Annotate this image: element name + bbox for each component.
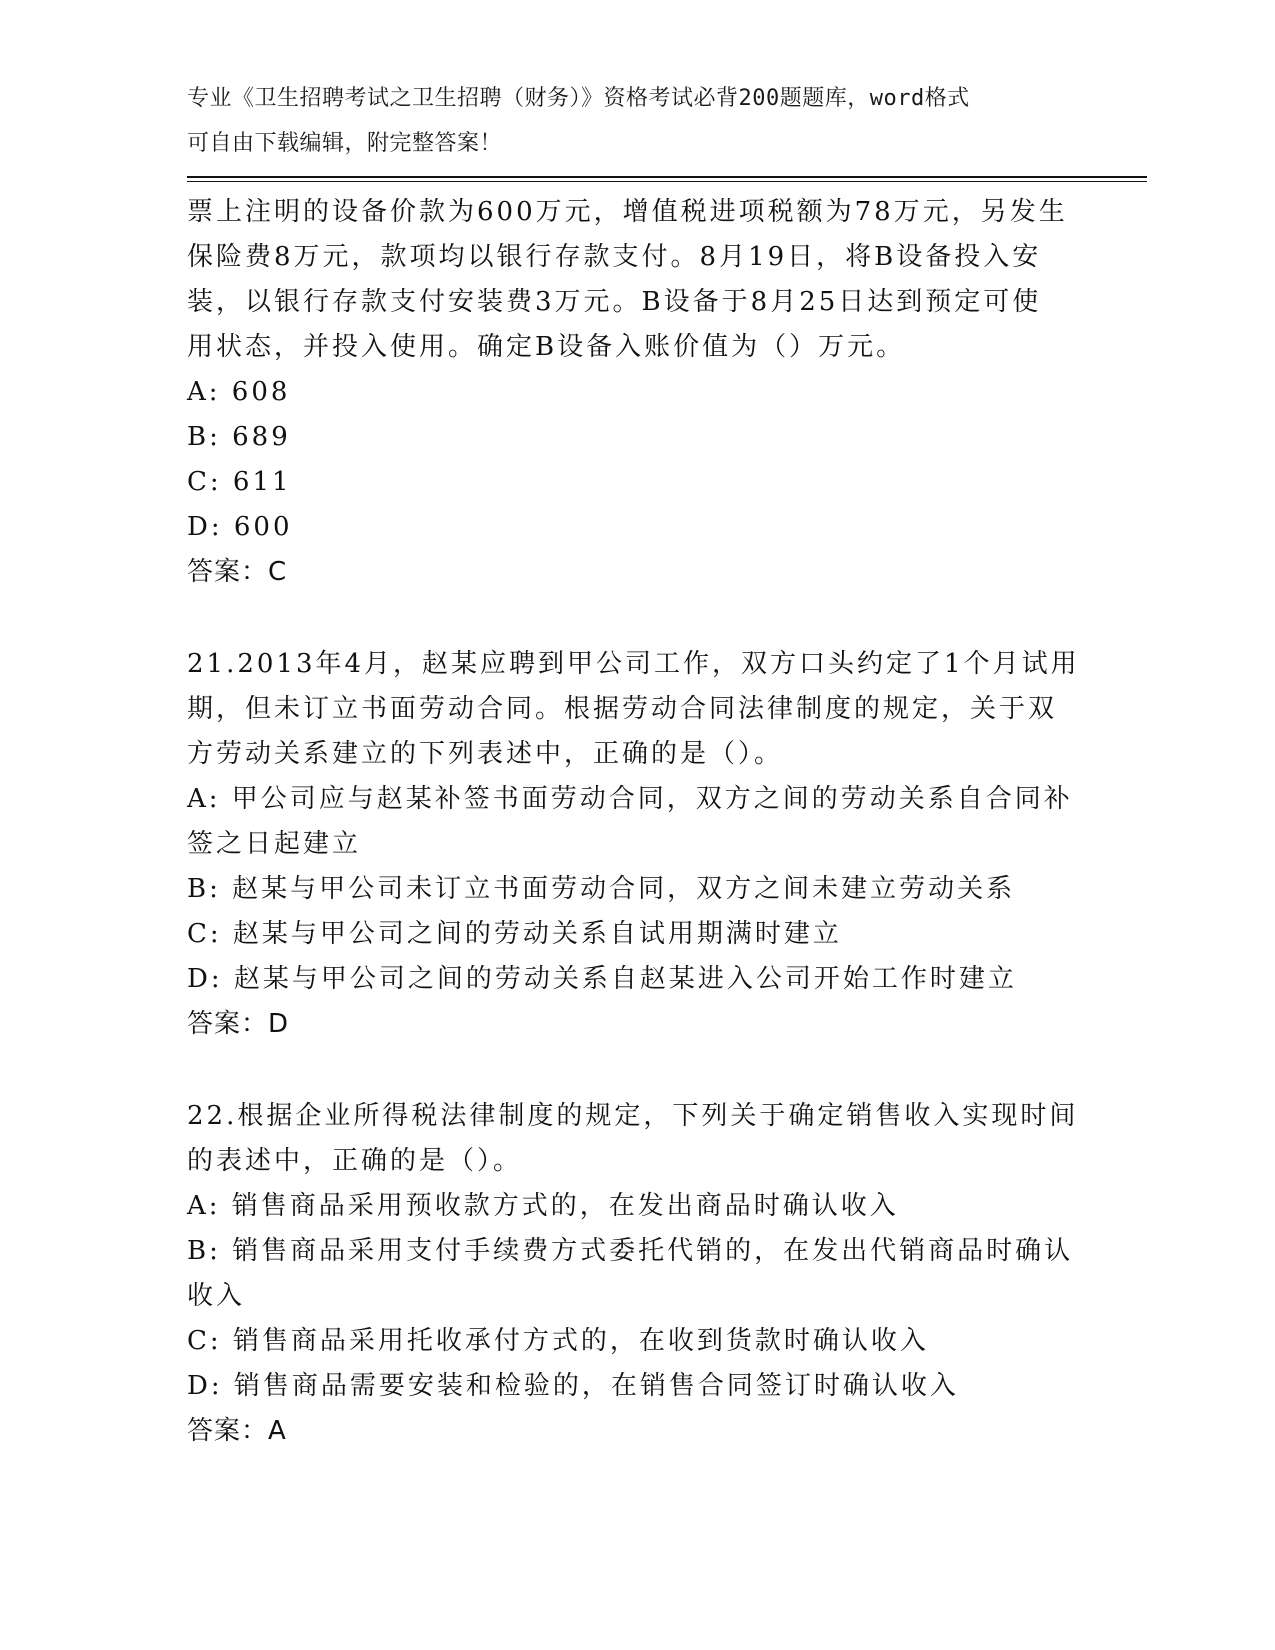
header-rule-thin	[187, 181, 1147, 182]
answer-line: 答案：A	[187, 1416, 287, 1446]
question-stem-line: 票上注明的设备价款为600万元，增值税进项税额为78万元，另发生	[187, 197, 1068, 227]
question-stem-line: 装，以银行存款支付安装费3万元。B设备于8月25日达到预定可使	[187, 287, 1042, 317]
document-header	[187, 76, 1087, 166]
question-stem-line: 22.根据企业所得税法律制度的规定，下列关于确定销售收入实现时间	[187, 1101, 1079, 1131]
question-stem-line: 的表述中，正确的是（）。	[187, 1146, 523, 1176]
option-c: C: 赵某与甲公司之间的劳动关系自试用期满时建立	[187, 919, 842, 949]
question-21	[187, 642, 1087, 1047]
question-22	[187, 1094, 1087, 1454]
spacer	[187, 595, 1087, 642]
option-d: D: 销售商品需要安装和检验的，在销售合同签订时确认收入	[187, 1371, 959, 1401]
header-line-2: 可自由下载编辑，附完整答案！	[187, 131, 503, 156]
option-a: A: 甲公司应与赵某补签书面劳动合同，双方之间的劳动关系自合同补	[187, 784, 1073, 814]
option-b: B: 689	[187, 422, 291, 452]
question-content	[187, 190, 1087, 1454]
answer-line: 答案：C	[187, 557, 288, 587]
question-20	[187, 190, 1087, 595]
question-stem-line: 21.2013年4月，赵某应聘到甲公司工作，双方口头约定了1个月试用	[187, 649, 1080, 679]
option-a: A: 销售商品采用预收款方式的，在发出商品时确认收入	[187, 1191, 899, 1221]
question-stem-line: 保险费8万元，款项均以银行存款支付。8月19日，将B设备投入安	[187, 242, 1042, 272]
question-stem-line: 用状态，并投入使用。确定B设备入账价值为（）万元。	[187, 332, 906, 362]
header-rule-thick	[187, 176, 1147, 178]
spacer	[187, 1047, 1087, 1094]
question-stem-line: 方劳动关系建立的下列表述中，正确的是（）。	[187, 739, 784, 769]
answer-line: 答案：D	[187, 1009, 290, 1039]
option-d: D: 600	[187, 512, 293, 542]
option-a: A: 608	[187, 377, 291, 407]
option-c: C: 611	[187, 467, 292, 497]
option-c: C: 销售商品采用托收承付方式的，在收到货款时确认收入	[187, 1326, 929, 1356]
option-b: B: 赵某与甲公司未订立书面劳动合同，双方之间未建立劳动关系	[187, 874, 1016, 904]
option-a-continued: 签之日起建立	[187, 829, 362, 859]
option-d: D: 赵某与甲公司之间的劳动关系自赵某进入公司开始工作时建立	[187, 964, 1017, 994]
header-line-1: 专业《卫生招聘考试之卫生招聘（财务）》资格考试必背200题题库，word格式	[187, 86, 970, 111]
question-stem-line: 期，但未订立书面劳动合同。根据劳动合同法律制度的规定，关于双	[187, 694, 1058, 724]
option-b-continued: 收入	[187, 1281, 246, 1311]
option-b: B: 销售商品采用支付手续费方式委托代销的，在发出代销商品时确认	[187, 1236, 1074, 1266]
